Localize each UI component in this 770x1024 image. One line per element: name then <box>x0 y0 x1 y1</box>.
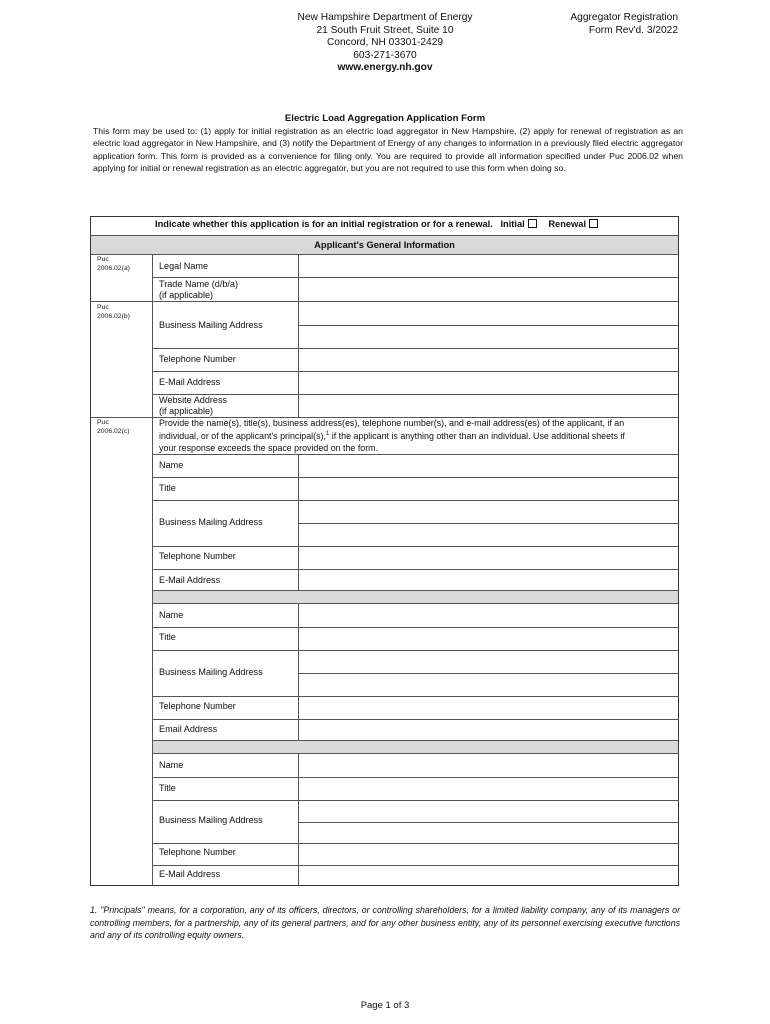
legal-name-label: Legal Name <box>159 261 209 271</box>
principals-instructions <box>159 418 675 454</box>
form-title: Electric Load Aggregation Application Form <box>284 113 486 124</box>
trade-name-label <box>159 279 238 301</box>
form-revision-block <box>570 12 678 37</box>
principals-instructions-line2a: individual, or of the applicant's principal(s), <box>159 431 326 442</box>
principal-2-address-field-line1[interactable] <box>299 651 678 672</box>
separator-band <box>153 591 678 603</box>
principal-2-email-label: Email Address <box>159 724 218 734</box>
website-field[interactable] <box>299 395 678 417</box>
puc-ref-b-line1: Puc <box>97 304 109 311</box>
section-title: Applicant's General Information <box>314 240 455 250</box>
principal-2-email-field[interactable] <box>299 720 678 740</box>
application-type-row <box>155 219 598 229</box>
principal-3-email-field[interactable] <box>299 866 678 885</box>
footnote-reference: 1 <box>325 431 330 438</box>
principal-2-title-label: Title <box>159 632 176 642</box>
agency-street: 21 South Fruit Street, Suite 10 <box>316 24 454 36</box>
principal-2-phone-label: Telephone Number <box>159 701 236 711</box>
renewal-checkbox[interactable] <box>589 219 598 228</box>
principal-3-address-field-line1[interactable] <box>299 801 678 821</box>
agency-name: New Hampshire Department of Energy <box>297 12 473 23</box>
website-label-line1: Website Address <box>159 395 228 405</box>
puc-ref-a-line2: 2006.02(a) <box>97 264 130 272</box>
agency-address-block <box>270 12 500 75</box>
trade-name-field[interactable] <box>299 278 678 301</box>
principal-3-address-field-line2[interactable] <box>299 823 678 842</box>
application-type-prompt: Indicate whether this application is for an initial registration or for a renewal. <box>155 219 493 229</box>
principal-3-name-label: Name <box>159 760 184 770</box>
principal-2-address-field-line2[interactable] <box>299 674 678 695</box>
principal-1-address-field-line2[interactable] <box>299 524 678 545</box>
puc-ref-a <box>97 256 130 273</box>
principal-1-name-field[interactable] <box>299 455 678 476</box>
principals-instructions-line2 <box>159 429 675 442</box>
form-revision: Form Rev'd. 3/2022 <box>588 24 678 36</box>
principal-3-name-field[interactable] <box>299 755 678 776</box>
intro-paragraph: This form may be used to: (1) apply for initial registration as an electric load aggregator in New Hampshire, (2) apply for renewal of registration as an electric load aggregator in New Hampshire, and (3) notify the Department of Energy of any changes to information in a previously filed electric aggregator application form. This form is provided as a convenience for filing only. You are required to provide all information specified under Puc 2006.02 when applying for initial or renewal registration as an electric aggregator, but you are not required to use this form when doing so. <box>93 126 683 173</box>
trade-name-label-line2: (if applicable) <box>159 290 214 300</box>
principal-3-phone-field[interactable] <box>299 844 678 864</box>
business-address-field-line2[interactable] <box>299 326 678 347</box>
initial-checkbox[interactable] <box>528 219 537 228</box>
principal-1-title-label: Title <box>159 483 176 493</box>
business-address-label: Business Mailing Address <box>159 320 263 330</box>
principal-1-phone-label: Telephone Number <box>159 551 236 561</box>
footnote: 1. "Principals" means, for a corporation, any of its officers, directors, or controlling shareholders, for a limited liability company, any of its managers or controlling members, for a partnership, any of its general partners, and for any other business entity, any of its personnel exercising executive functions and any of its controlling equity owners. <box>90 905 680 941</box>
principal-1-address-label: Business Mailing Address <box>159 517 263 527</box>
principal-2-name-field[interactable] <box>299 605 678 626</box>
puc-ref-c-line1: Puc <box>97 419 109 426</box>
email-label: E-Mail Address <box>159 377 221 387</box>
agency-phone: 603-271-3670 <box>353 49 417 61</box>
principal-1-email-label: E-Mail Address <box>159 575 221 585</box>
telephone-field[interactable] <box>299 349 678 370</box>
principal-1-title-field[interactable] <box>299 478 678 499</box>
trade-name-label-line1: Trade Name (d/b/a) <box>159 279 239 289</box>
renewal-label: Renewal <box>548 219 587 229</box>
principal-2-address-label: Business Mailing Address <box>159 667 263 677</box>
divider <box>90 301 153 302</box>
principals-instructions-line2b: if the applicant is anything other than an individual. Use additional sheets if <box>329 431 625 442</box>
puc-ref-b <box>97 304 130 321</box>
business-address-field-line1[interactable] <box>299 302 678 324</box>
principal-1-address-field-line1[interactable] <box>299 501 678 522</box>
principals-instructions-line3: your response exceeds the space provided on the form. <box>159 442 379 453</box>
principal-1-name-label: Name <box>159 460 184 470</box>
puc-ref-b-line2: 2006.02(b) <box>97 312 130 320</box>
principal-2-title-field[interactable] <box>299 628 678 649</box>
agency-website: www.energy.nh.gov <box>337 62 433 73</box>
email-field[interactable] <box>299 372 678 393</box>
puc-ref-a-line1: Puc <box>97 256 109 263</box>
principal-1-phone-field[interactable] <box>299 547 678 568</box>
divider <box>152 603 679 604</box>
puc-ref-c-line2: 2006.02(c) <box>97 427 130 435</box>
initial-label: Initial <box>500 219 525 229</box>
principal-2-phone-field[interactable] <box>299 697 678 718</box>
page-number: Page 1 of 3 <box>360 1000 410 1011</box>
divider <box>90 417 153 418</box>
principal-3-title-field[interactable] <box>299 778 678 799</box>
separator-band <box>153 741 678 753</box>
principals-instructions-line1: Provide the name(s), title(s), business address(es), telephone number(s), and e-mail address(es) of the applicant, if an <box>159 418 625 428</box>
principal-3-email-label: E-Mail Address <box>159 869 221 879</box>
form-type: Aggregator Registration <box>570 12 678 23</box>
divider <box>152 753 679 754</box>
puc-ref-c <box>97 419 130 436</box>
principal-3-phone-label: Telephone Number <box>159 847 236 857</box>
agency-city: Concord, NH 03301-2429 <box>326 37 444 48</box>
telephone-label: Telephone Number <box>159 354 236 364</box>
principal-3-address-label: Business Mailing Address <box>159 815 263 825</box>
principal-2-name-label: Name <box>159 610 184 620</box>
website-label-line2: (if applicable) <box>159 406 214 416</box>
principal-1-email-field[interactable] <box>299 570 678 590</box>
principal-3-title-label: Title <box>159 783 176 793</box>
website-label <box>159 395 227 417</box>
legal-name-field[interactable] <box>299 255 678 276</box>
